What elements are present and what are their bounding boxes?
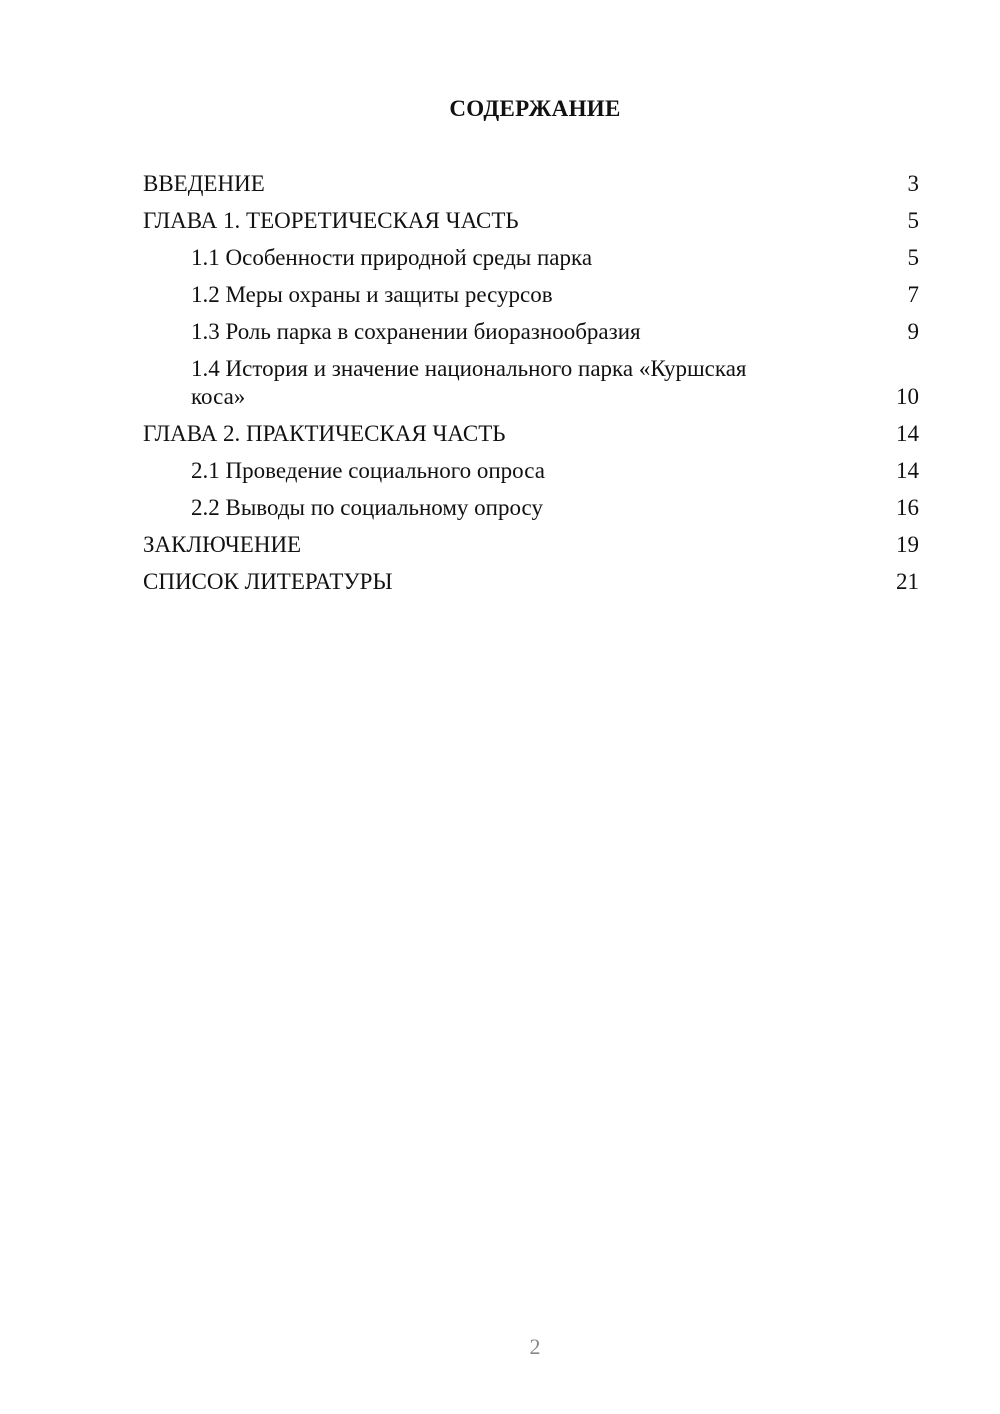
toc-entry-section-2-2[interactable] xyxy=(143,494,919,522)
toc-entry-text: 2.1 Проведение социального опроса xyxy=(191,458,545,483)
toc-entry-section-1-1[interactable] xyxy=(143,244,919,272)
toc-entry-text: ВВЕДЕНИЕ xyxy=(143,171,265,196)
toc-entry-section-2-1[interactable] xyxy=(143,457,919,485)
toc-entry-conclusion[interactable] xyxy=(143,531,919,559)
footer-page-number: 2 xyxy=(529,1334,541,1359)
toc-entry-text: ЗАКЛЮЧЕНИЕ xyxy=(143,532,302,557)
toc-entry-page: 14 xyxy=(896,421,919,446)
page-title: СОДЕРЖАНИЕ xyxy=(449,96,621,121)
toc-entry-chapter-2[interactable] xyxy=(143,420,919,448)
toc-entry-chapter-1[interactable] xyxy=(143,207,919,235)
toc-entry-page: 3 xyxy=(907,171,919,196)
toc-entry-page: 9 xyxy=(907,319,919,344)
toc-entry-page: 19 xyxy=(896,532,919,557)
toc-entry-references[interactable] xyxy=(143,568,919,596)
toc-entry-page: 5 xyxy=(907,245,919,270)
toc-entry-page: 7 xyxy=(907,282,919,307)
toc-entry-page: 14 xyxy=(896,458,919,483)
toc-entry-text: 2.2 Выводы по социальному опросу xyxy=(191,495,543,520)
toc-entry-introduction[interactable] xyxy=(143,170,919,198)
toc-entry-page: 10 xyxy=(896,384,919,409)
toc-entry-page: 16 xyxy=(896,495,919,520)
toc-entry-page: 21 xyxy=(896,569,919,594)
toc-entry-text: ГЛАВА 1. ТЕОРЕТИЧЕСКАЯ ЧАСТЬ xyxy=(143,208,519,233)
toc-entry-section-1-4[interactable] xyxy=(143,355,919,411)
table-of-contents xyxy=(143,170,919,605)
toc-entry-text: 1.2 Меры охраны и защиты ресурсов xyxy=(191,282,553,307)
toc-entry-page: 5 xyxy=(907,208,919,233)
toc-entry-text: ГЛАВА 2. ПРАКТИЧЕСКАЯ ЧАСТЬ xyxy=(143,421,506,446)
toc-entry-text: 1.4 История и значение национального парка «Куршская коса» xyxy=(191,356,747,409)
toc-entry-section-1-2[interactable] xyxy=(143,281,919,309)
toc-entry-text: СПИСОК ЛИТЕРАТУРЫ xyxy=(143,569,393,594)
toc-entry-section-1-3[interactable] xyxy=(143,318,919,346)
toc-entry-text: 1.1 Особенности природной среды парка xyxy=(191,245,593,270)
toc-entry-text: 1.3 Роль парка в сохранении биоразнообразия xyxy=(191,319,641,344)
